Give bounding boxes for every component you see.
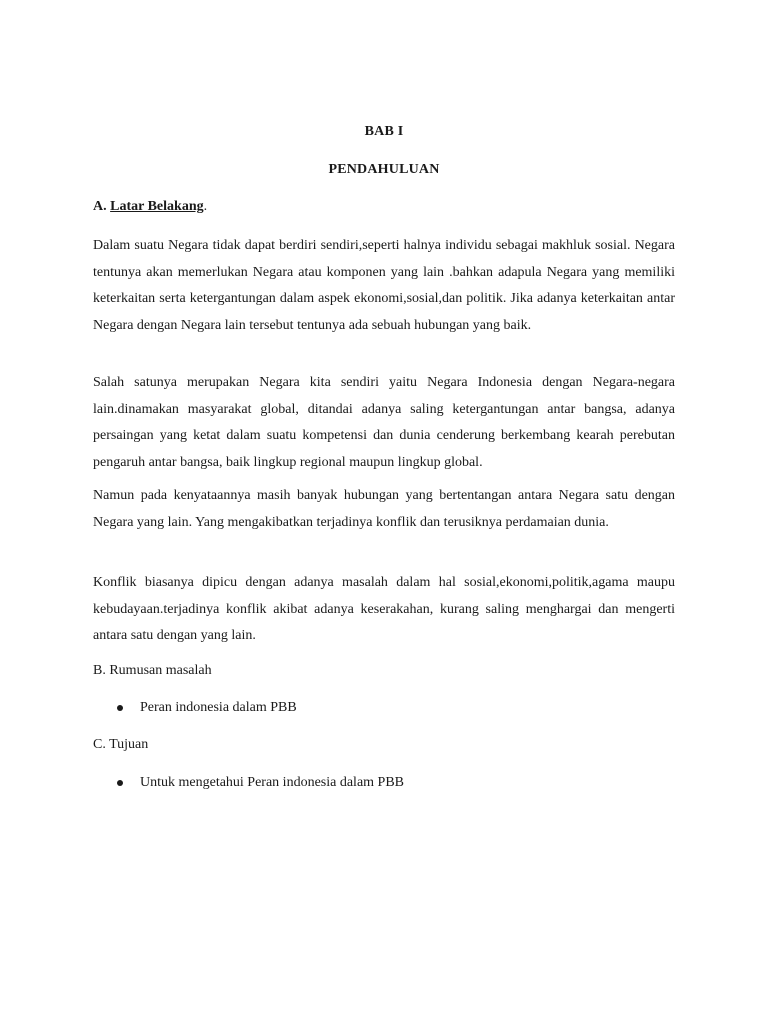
paragraph: Salah satunya merupakan Negara kita sendiri yaitu Negara Indonesia dengan Negara-negara lain.dinamakan masyarakat global, ditandai adanya saling ketergantungan antar bangsa, adanya persaingan yang ketat dalam suatu kompetensi dan dunia cenderung berkembang kearah perebutan pengaruh antar bangsa, baik lingkup regional maupun lingkup global. [93,375,675,470]
list-item-text: Untuk mengetahui Peran indonesia dalam PBB [140,775,405,790]
section-a-title: Latar Belakang [110,199,204,214]
section-a-heading [93,199,207,215]
section-a-trailing: . [203,199,208,214]
list-item-text: Peran indonesia dalam PBB [140,700,297,715]
paragraph: Konflik biasanya dipicu dengan adanya masalah dalam hal sosial,ekonomi,politik,agama maupu kebudayaan.terjadinya konflik akibat adanya keserakahan, kurang saling menghargai dan mengerti antara satu dengan yang lain. [93,575,675,643]
paragraph: Namun pada kenyataannya masih banyak hubungan yang bertentangan antara Negara satu dengan Negara yang lain. Yang mengakibatkan terjadinya konflik dan terusiknya perdamaian dunia. [93,488,675,530]
chapter-heading: BAB I [364,124,404,139]
paragraph: Dalam suatu Negara tidak dapat berdiri sendiri,seperti halnya individu sebagai makhluk sosial. Negara tentunya akan memerlukan Negara atau komponen yang lain .bahkan adapula Negara yang memiliki keterkaitan serta ketergantungan dalam aspek ekonomi,sosial,dan politik. Jika adanya keterkaitan antar Negara dengan Negara lain tersebut tentunya ada sebuah hubungan yang baik. [93,238,675,333]
list-item [117,775,404,791]
chapter-title: PENDAHULUAN [328,162,440,177]
section-b-heading: B. Rumusan masalah [93,663,212,678]
section-c-heading: C. Tujuan [93,737,149,752]
section-a-letter: A. [93,199,107,214]
bullet-icon [117,780,123,786]
bullet-icon [117,705,123,711]
list-item [117,700,297,716]
